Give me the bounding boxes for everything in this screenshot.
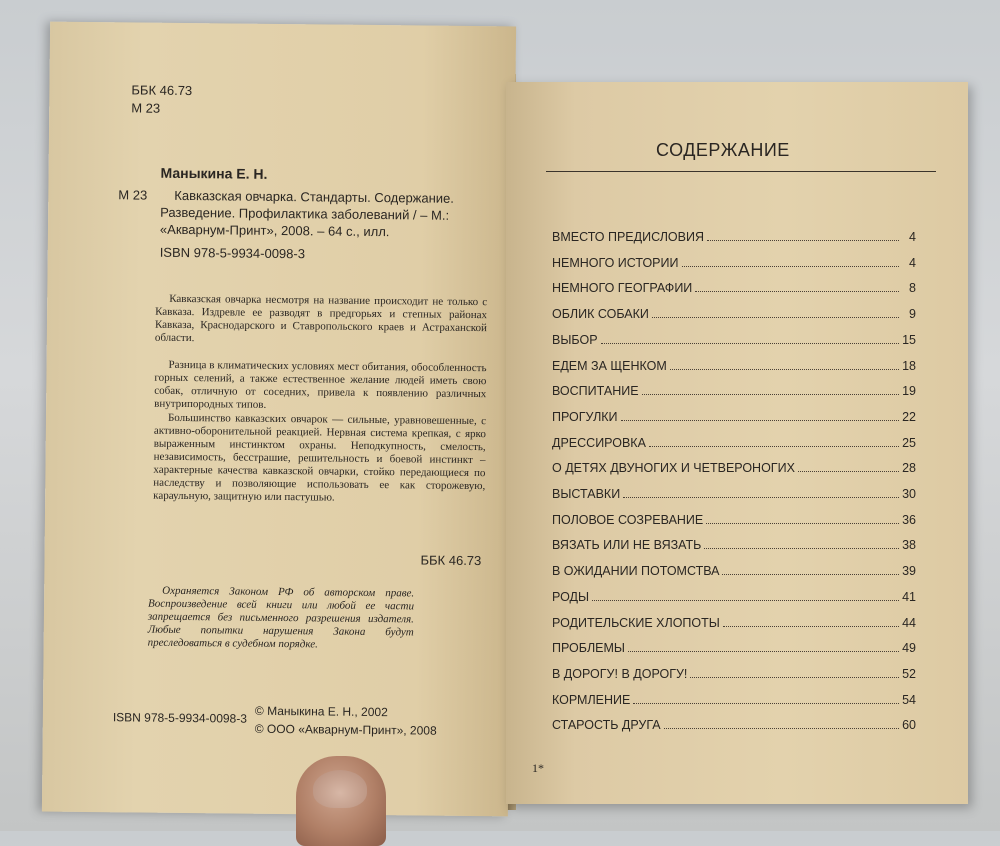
toc-entry [552, 509, 916, 527]
toc-entry [552, 560, 916, 578]
toc-entry-leader [670, 369, 899, 370]
catalog-line-3: «Акварнум-Принт», 2008. – 64 с., илл. [159, 221, 390, 240]
annotation-paragraph-3: Большинство кавказских овчарок — сильные, уравновешенные, с активно-оборонительной реакцией. Нервная система крепкая, с ярко выраженным инстинктом охраны. Неподкупность, смелость, независимость, бесстрашие, решительность и боевой инстинкт – характерные качества кавказской овчарки, стойко передающиеся по наследству и позволяющие использовать ее как сторожевую, караульную, защитную или пастушью. [153, 411, 487, 504]
toc-entry-label: ПОЛОВОЕ СОЗРЕВАНИЕ [552, 512, 704, 527]
toc-entry-page: 52 [902, 666, 916, 681]
toc-entry-label: В ОЖИДАНИИ ПОТОМСТВА [552, 564, 720, 579]
toc-entry-leader [690, 677, 899, 678]
toc-entry-page: 44 [902, 615, 916, 630]
isbn: ISBN 978-5-9934-0098-3 [159, 244, 306, 262]
toc-entry-page: 28 [902, 461, 916, 476]
toc-entry-leader [798, 471, 899, 472]
toc-entry-page: 8 [909, 281, 916, 296]
toc-entry-page: 36 [902, 512, 916, 527]
toc-entry-page: 60 [902, 718, 916, 733]
toc-entry-label: РОДИТЕЛЬСКИЕ ХЛОПОТЫ [552, 615, 720, 630]
toc-entry [552, 612, 916, 630]
toc-entry [552, 586, 916, 604]
toc-entry-leader [621, 420, 899, 421]
annotation-paragraph-2: Разница в климатических условиях мест обитания, обособленность горных селений, а также естественное желание людей иметь свою собак, отличную от соседних, привела к появлению различных внутрипородных типов. [154, 358, 487, 411]
toc-entry-leader [601, 343, 899, 344]
toc-entry-page: 4 [909, 255, 916, 270]
toc-entry-label: О ДЕТЯХ ДВУНОГИХ И ЧЕТВЕРОНОГИХ [552, 461, 795, 476]
toc-entry [552, 380, 916, 398]
toc-entry-label: ЕДЕМ ЗА ЩЕНКОМ [552, 358, 667, 373]
toc-entry [552, 303, 916, 321]
annotation-paragraph-1: Кавказская овчарка несмотря на название происходит не только с Кавказа. Издревле ее разводят в предгорьях и степных районах Кавказа, Краснодарского и Ставропольского краев и Астраханской области. [154, 292, 488, 345]
toc-entry-page: 49 [902, 641, 916, 656]
toc-entry [552, 663, 916, 681]
toc-entry-leader [628, 651, 899, 652]
toc-entry [552, 252, 916, 270]
toc-entry-page: 22 [902, 409, 916, 424]
right-page [506, 82, 968, 804]
toc-entry [552, 432, 916, 450]
toc-entry-label: ВОСПИТАНИЕ [552, 384, 639, 399]
toc-entry-label: ВМЕСТО ПРЕДИСЛОВИЯ [552, 230, 704, 244]
catalog-code: М 23 [118, 187, 148, 203]
copyright-author: © Маныкина Е. Н., 2002 [254, 703, 388, 720]
toc-entry [552, 457, 916, 475]
toc-entry [552, 226, 916, 244]
toc-entry-label: ОБЛИК СОБАКИ [552, 307, 649, 322]
toc-entry-page: 19 [902, 384, 916, 399]
toc-entry [552, 689, 916, 707]
toc-title-rule [546, 171, 936, 172]
toc-entry-page: 54 [902, 692, 916, 707]
toc-entry-label: ПРОГУЛКИ [552, 409, 618, 424]
toc-entry-page: 38 [902, 538, 916, 553]
page-folio: 1* [532, 761, 544, 775]
toc-entry-leader [649, 446, 899, 447]
m-code: М 23 [131, 100, 161, 116]
toc-entry [552, 534, 916, 552]
toc-entry-label: НЕМНОГО ГЕОГРАФИИ [552, 281, 693, 296]
toc-entry [552, 637, 916, 655]
copyright-notice: Охраняется Законом РФ об авторском праве. Воспроизведение всей книги или любой ее части запрещается без письменного разрешения издателя. Любые попытки нарушения Закона будут преследоваться в судебном порядке. [147, 584, 415, 651]
toc-entry-page: 15 [902, 332, 916, 347]
toc-entry-page: 25 [902, 435, 916, 450]
toc-entry-page: 4 [909, 230, 916, 244]
toc-entry-page: 39 [902, 564, 916, 579]
toc-entry-page: 9 [909, 307, 916, 322]
toc-entry-leader [682, 266, 900, 267]
toc-entry-leader [695, 291, 899, 292]
toc-entry-label: ПРОБЛЕМЫ [552, 641, 625, 656]
bbk-footer: ББК 46.73 [420, 552, 482, 569]
toc-entry-leader [707, 240, 899, 241]
toc-entry-leader [633, 703, 899, 704]
toc-entry-leader [723, 626, 899, 627]
toc-entry-page: 41 [902, 589, 916, 604]
left-page [42, 22, 516, 817]
toc-entry-leader [722, 574, 899, 575]
toc-entry [552, 329, 916, 347]
toc-entry-leader [706, 523, 899, 524]
copyright-publisher: © ООО «Акварнум-Принт», 2008 [254, 721, 437, 738]
toc-entry-label: ВЫСТАВКИ [552, 487, 621, 501]
toc-entry-leader [652, 317, 899, 318]
toc-title: СОДЕРЖАНИЕ [656, 140, 790, 160]
toc-entry-label: НЕМНОГО ИСТОРИИ [552, 255, 679, 270]
toc-entry-label: ВЯЗАТЬ ИЛИ НЕ ВЯЗАТЬ [552, 538, 702, 553]
toc-entry-page: 30 [902, 487, 916, 501]
toc-entry-leader [664, 728, 899, 729]
bbk-header: ББК 46.73 [131, 82, 193, 99]
toc-entry [552, 714, 916, 732]
toc-entry-label: В ДОРОГУ! В ДОРОГУ! [552, 666, 688, 681]
toc-entry-leader [704, 548, 899, 549]
toc-entry-label: ВЫБОР [552, 332, 598, 347]
author-name: Маныкина Е. Н. [160, 164, 268, 182]
toc-entry [552, 483, 916, 501]
toc-entry [552, 277, 916, 295]
toc-entry [552, 406, 916, 424]
thumbnail [313, 770, 367, 808]
catalog-line-2: Разведение. Профилактика заболеваний / – М.: [160, 204, 450, 223]
toc-entry-leader [623, 497, 899, 498]
toc-entry-label: КОРМЛЕНИЕ [552, 692, 631, 707]
toc-entry-label: ДРЕССИРОВКА [552, 435, 646, 450]
toc-entry-leader [642, 394, 899, 395]
catalog-line-1: Кавказская овчарка. Стандарты. Содержание. [174, 187, 455, 206]
toc-entry-leader [592, 600, 899, 601]
toc-entry-label: СТАРОСТЬ ДРУГА [552, 718, 661, 733]
toc-entry-label: РОДЫ [552, 589, 590, 604]
toc-entry-page: 18 [902, 358, 916, 373]
toc-entry [552, 355, 916, 373]
isbn-bottom: ISBN 978-5-9934-0098-3 [112, 710, 248, 726]
